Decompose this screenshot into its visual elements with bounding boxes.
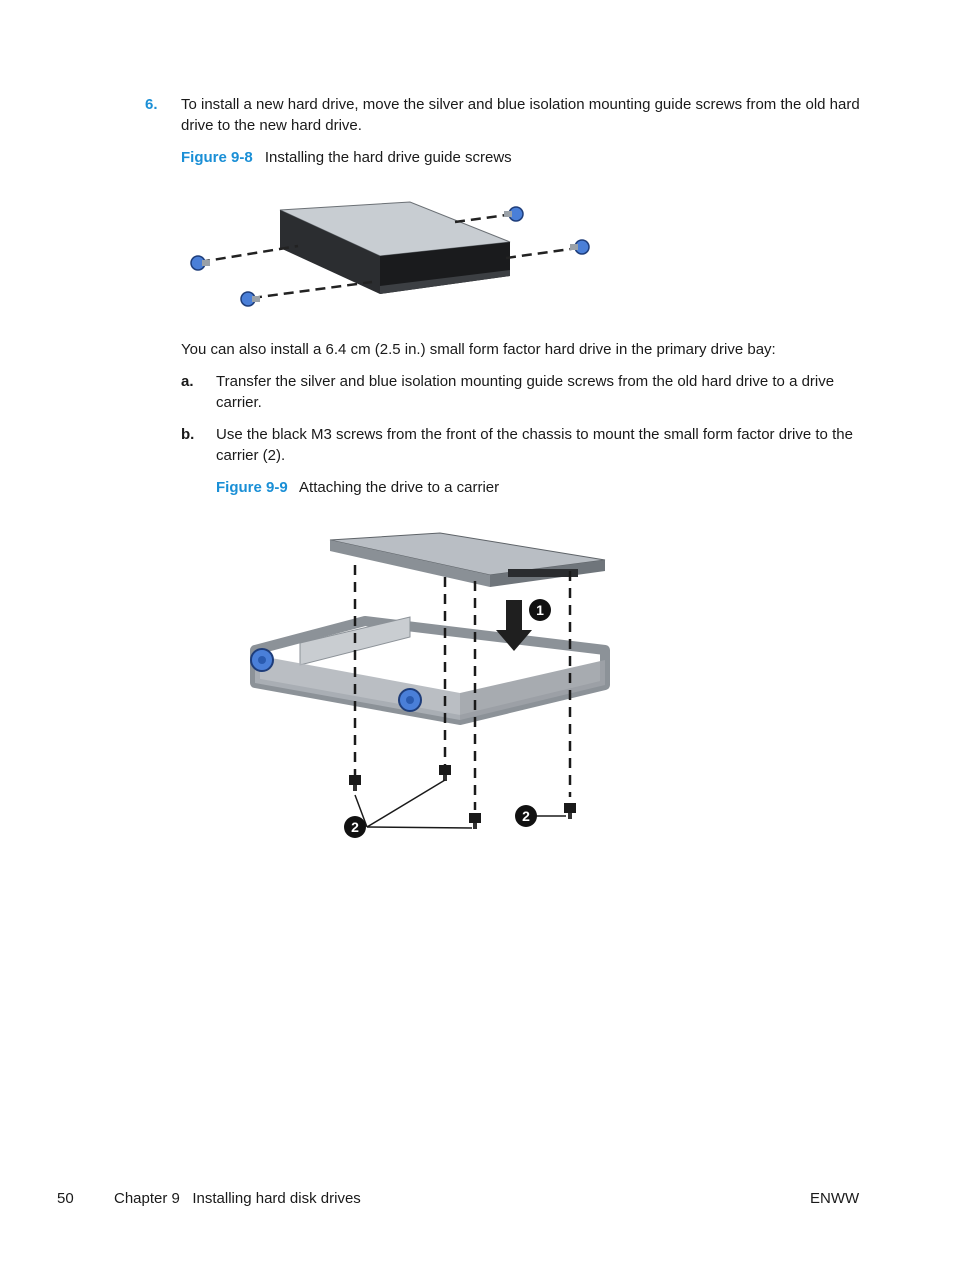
figure-label: Figure 9-8: [181, 149, 253, 166]
screw-icon: [191, 256, 210, 270]
callout-2: [515, 805, 537, 827]
screw-icon: [570, 240, 589, 254]
figure-label: Figure 9-9: [216, 479, 288, 496]
step-text: To install a new hard drive, move the silver and blue isolation mounting guide screws from the old hard drive to the new hard drive.: [181, 96, 860, 134]
step-number: 6.: [145, 96, 158, 113]
callout-1: [529, 599, 551, 621]
footer-doc-code: ENWW: [810, 1190, 860, 1207]
svg-text:1: 1: [536, 602, 544, 618]
svg-text:2: 2: [522, 808, 530, 824]
substep-text: Use the black M3 screws from the front of the chassis to mount the small form factor drive to the carrier (2).: [216, 426, 853, 464]
intro-paragraph: You can also install a 6.4 cm (2.5 in.) small form factor hard drive in the primary drive bay:: [181, 341, 776, 358]
substep-letter: b.: [181, 426, 195, 443]
substep-text: Transfer the silver and blue isolation mounting guide screws from the old hard drive to a drive carrier.: [216, 373, 835, 411]
screw-icon: [251, 649, 273, 671]
screw-icon: [504, 207, 523, 221]
screw-icon: [469, 813, 481, 829]
substep-letter: a.: [181, 373, 194, 390]
drive-carrier-illustration: [240, 525, 620, 845]
screw-icon: [439, 765, 451, 781]
figure-caption: [181, 147, 512, 168]
screw-icon: [399, 689, 421, 711]
figure-title: Installing the hard drive guide screws: [264, 149, 512, 166]
callout-2: [344, 816, 366, 838]
hard-drive-screws-illustration: [180, 190, 610, 320]
screw-icon: [241, 292, 260, 306]
figure-title: Attaching the drive to a carrier: [299, 479, 500, 496]
page-number: 50: [57, 1190, 74, 1207]
screw-icon: [349, 775, 361, 791]
figure-caption: [216, 477, 499, 498]
svg-text:2: 2: [351, 819, 359, 835]
footer-chapter: Chapter 9 Installing hard disk drives: [114, 1190, 361, 1207]
